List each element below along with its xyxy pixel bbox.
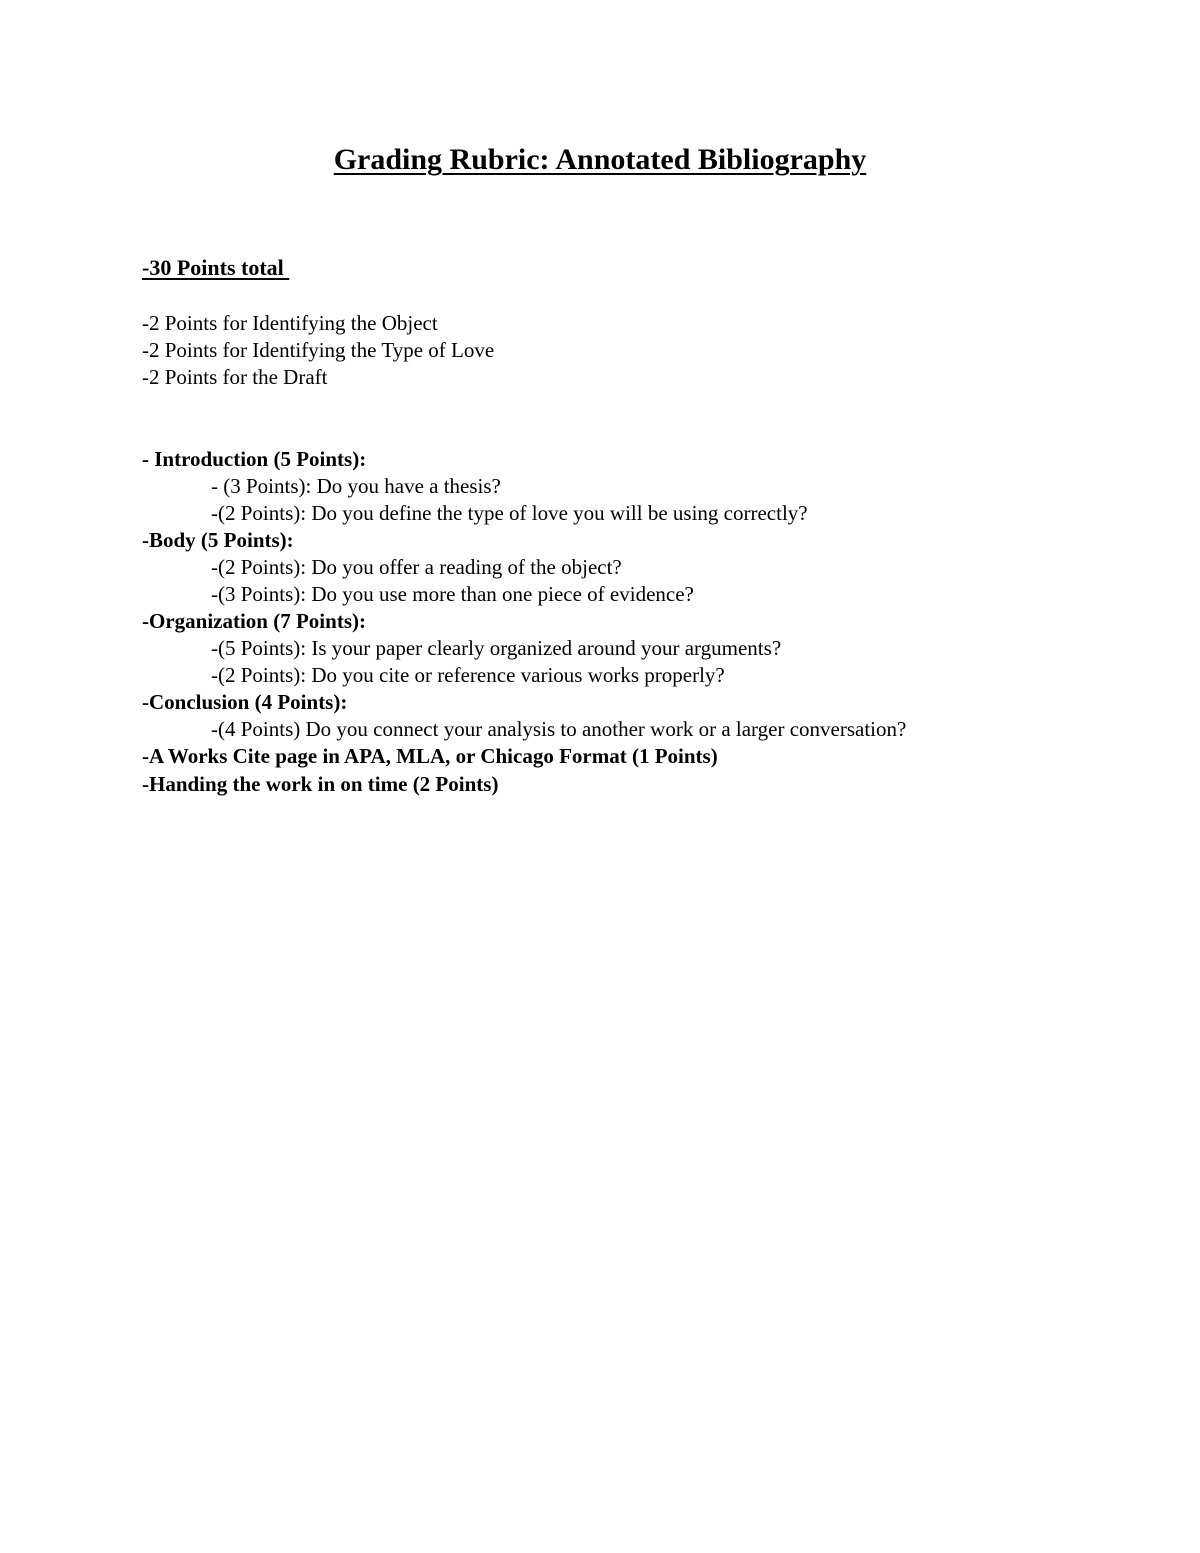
- points-total: -30 Points total: [142, 255, 290, 280]
- section-heading-introduction: - Introduction (5 Points):: [142, 447, 367, 471]
- preliminary-item-object: -2 Points for Identifying the Object: [142, 311, 438, 335]
- section-heading-conclusion: -Conclusion (4 Points):: [142, 690, 348, 714]
- section-heading-organization: -Organization (7 Points):: [142, 609, 366, 633]
- criterion-define-love: -(2 Points): Do you define the type of love you will be using correctly?: [211, 501, 808, 525]
- criterion-evidence: -(3 Points): Do you use more than one piece of evidence?: [211, 582, 694, 606]
- criterion-reading-object: -(2 Points): Do you offer a reading of the object?: [211, 555, 622, 579]
- section-heading-body: -Body (5 Points):: [142, 528, 294, 552]
- criterion-organized: -(5 Points): Is your paper clearly organized around your arguments?: [211, 636, 782, 660]
- document-title: Grading Rubric: Annotated Bibliography: [333, 143, 867, 176]
- criterion-cite-works: -(2 Points): Do you cite or reference various works properly?: [211, 663, 725, 687]
- criterion-connect-analysis: -(4 Points) Do you connect your analysis to another work or a larger conversation?: [211, 717, 907, 741]
- works-cited-requirement: -A Works Cite page in APA, MLA, or Chicago Format (1 Points): [142, 744, 718, 768]
- on-time-requirement: -Handing the work in on time (2 Points): [142, 772, 499, 796]
- preliminary-item-love-type: -2 Points for Identifying the Type of Love: [142, 338, 495, 362]
- criterion-thesis: - (3 Points): Do you have a thesis?: [211, 474, 501, 498]
- preliminary-item-draft: -2 Points for the Draft: [142, 365, 328, 389]
